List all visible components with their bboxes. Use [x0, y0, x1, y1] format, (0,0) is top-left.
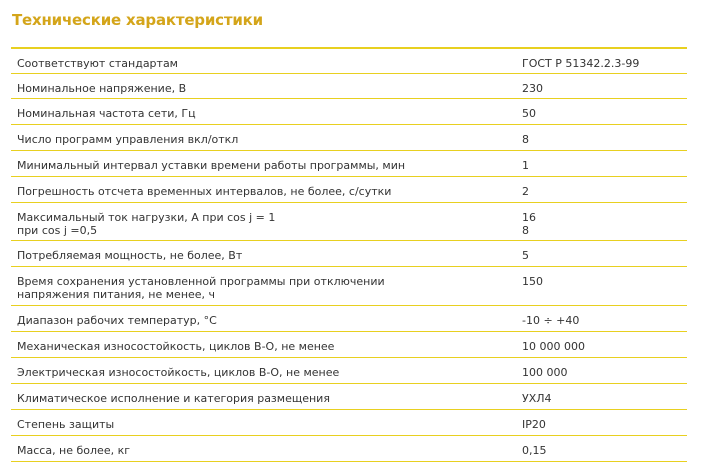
- row-label: Масса, не более, кг: [17, 444, 131, 457]
- table-row: [11, 384, 687, 410]
- row-value: 2: [522, 185, 529, 198]
- table-row: [11, 99, 687, 125]
- row-value: 8: [522, 133, 529, 146]
- table-row: [11, 74, 687, 99]
- row-label: Степень защиты: [17, 418, 115, 431]
- row-label: Климатическое исполнение и категория размещения: [17, 392, 330, 405]
- row-value: 1: [522, 159, 529, 172]
- row-value: 5: [522, 249, 529, 262]
- row-label: Электрическая износостойкость, циклов В-О, не менее: [17, 366, 340, 379]
- row-value: 16 8: [522, 211, 536, 237]
- specs-table: [11, 47, 687, 462]
- row-label: Минимальный интервал уставки времени работы программы, мин: [17, 159, 406, 172]
- row-label: Механическая износостойкость, циклов В-О, не менее: [17, 340, 335, 353]
- table-row: [11, 358, 687, 384]
- row-value: УХЛ4: [522, 392, 552, 405]
- row-label: Погрешность отсчета временных интервалов, не более, с/сутки: [17, 185, 392, 198]
- row-value: 100 000: [522, 366, 568, 379]
- table-row: [11, 332, 687, 358]
- table-row: [11, 151, 687, 177]
- row-label: Номинальная частота сети, Гц: [17, 107, 196, 120]
- table-row: [11, 49, 687, 74]
- row-label: Соответствуют стандартам: [17, 57, 178, 70]
- row-label: Потребляемая мощность, не более, Вт: [17, 249, 243, 262]
- row-label: Число программ управления вкл/откл: [17, 133, 239, 146]
- row-value: 10 000 000: [522, 340, 585, 353]
- row-value: ГОСТ Р 51342.2.3-99: [522, 57, 640, 70]
- table-row: [11, 410, 687, 436]
- table-row: [11, 177, 687, 203]
- table-row: [11, 125, 687, 151]
- table-row: [11, 306, 687, 332]
- row-label: Максимальный ток нагрузки, А при cos j = 1 при cos j =0,5: [17, 211, 276, 237]
- table-row: [11, 241, 687, 267]
- row-value: 150: [522, 275, 543, 288]
- row-label: Номинальное напряжение, В: [17, 82, 187, 95]
- table-row: [11, 436, 687, 462]
- table-row: [11, 203, 687, 241]
- row-label: Диапазон рабочих температур, °С: [17, 314, 217, 327]
- row-value: 50: [522, 107, 536, 120]
- row-label: Время сохранения установленной программы при отключении напряжения питания, не менее, ч: [17, 275, 385, 301]
- page-title: Технические характеристики: [12, 11, 263, 29]
- row-value: 230: [522, 82, 543, 95]
- row-value: IP20: [522, 418, 546, 431]
- row-value: 0,15: [522, 444, 547, 457]
- table-row: [11, 267, 687, 306]
- row-value: -10 ÷ +40: [522, 314, 580, 327]
